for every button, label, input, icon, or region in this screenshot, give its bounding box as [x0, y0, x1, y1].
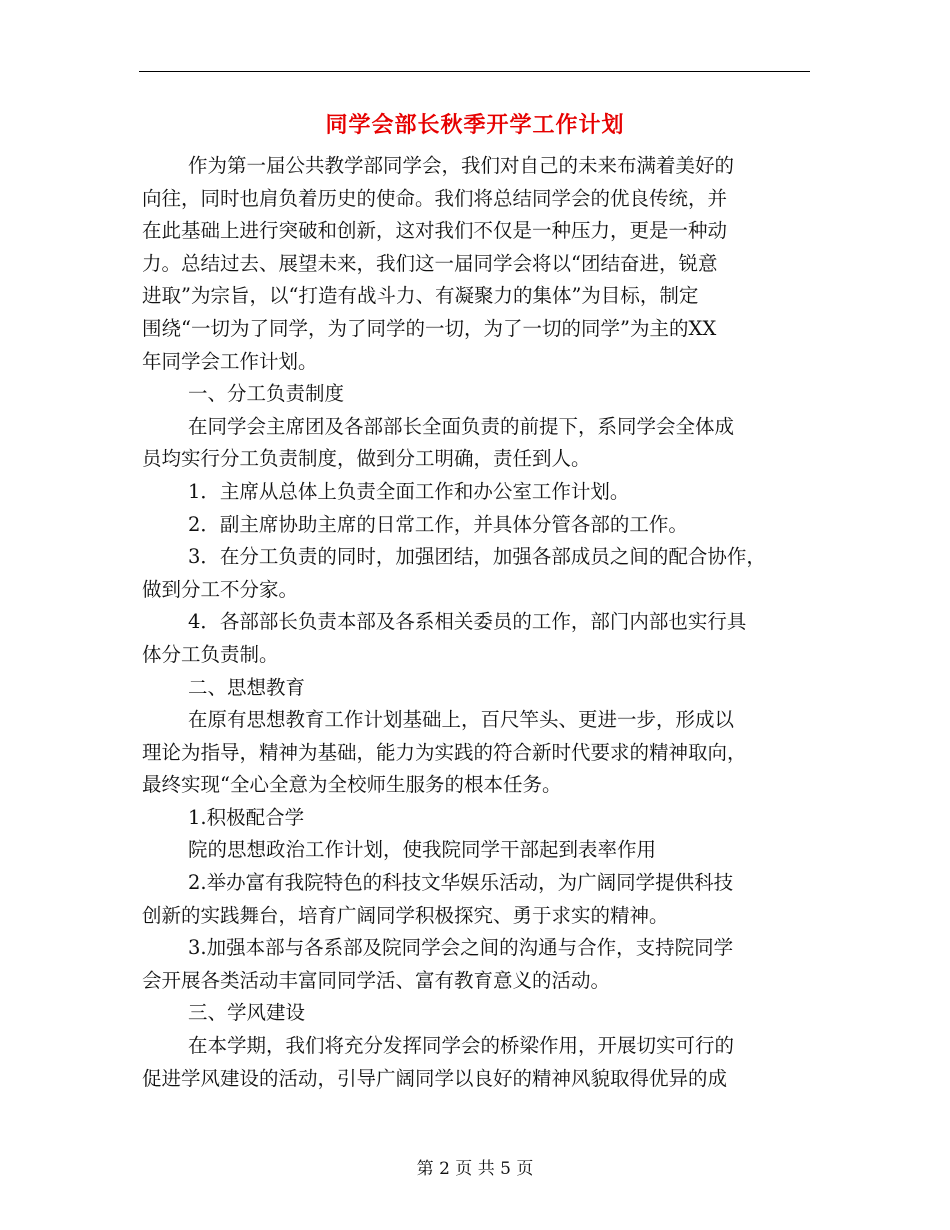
text-line: 一、分工负责制度 [188, 382, 345, 406]
text-line: 进取”为宗旨，以“打造有战斗力、有凝聚力的集体”为目标，制定 [142, 284, 699, 308]
text-line: 创新的实践舞台，培育广阔同学积极探究、勇于求实的精神。 [142, 903, 669, 927]
text-line: 做到分工不分家。 [142, 577, 299, 601]
text-line: 二、思想教育 [188, 675, 306, 699]
text-line: 4．各部部长负责本部及各系相关委员的工作，部门内部也实行具 [188, 610, 747, 634]
text-line: 理论为指导，精神为基础，能力为实践的符合新时代要求的精神取向， [142, 740, 747, 764]
text-line: 在同学会主席团及各部部长全面负责的前提下，系同学会全体成 [188, 414, 735, 438]
text-line: 2.举办富有我院特色的科技文华娱乐活动，为广阔同学提供科技 [188, 871, 734, 895]
text-line: 3.加强本部与各系部及院同学会之间的沟通与合作，支持院同学 [188, 936, 734, 960]
text-line: 2．副主席协助主席的日常工作，并具体分管各部的工作。 [188, 512, 688, 536]
text-line: 力。总结过去、展望未来，我们这一届同学会将以“团结奋进，锐意 [142, 251, 718, 275]
page-footer [0, 1154, 950, 1179]
text-line: 在原有思想教育工作计划基础上，百尺竿头、更进一步，形成以 [188, 708, 735, 732]
text-line: 作为第一届公共教学部同学会，我们对自己的未来布满着美好的 [188, 154, 735, 177]
text-line: 围绕“一切为了同学，为了同学的一切，为了一切的同学”为主的XX [142, 316, 717, 340]
text-line: 在此基础上进行突破和创新，这对我们不仅是一种压力，更是一种动 [142, 219, 728, 243]
text-line: 1.积极配合学 [188, 805, 305, 829]
text-line: 年同学会工作计划。 [142, 349, 318, 373]
text-line: 在本学期，我们将充分发挥同学会的桥梁作用，开展切实可行的 [188, 1034, 735, 1058]
text-line: 院的思想政治工作计划，使我院同学干部起到表率作用 [188, 838, 657, 862]
header-rule [139, 71, 810, 72]
text-line: 促进学风建设的活动，引导广阔同学以良好的精神风貌取得优异的成 [142, 1066, 728, 1090]
text-line: 员均实行分工负责制度，做到分工明确，责任到人。 [142, 447, 591, 471]
page-number: 第 2 页 共 5 页 [416, 1159, 534, 1179]
text-line: 1．主席从总体上负责全面工作和办公室工作计划。 [188, 479, 630, 503]
text-line: 3．在分工负责的同时，加强团结，加强各部成员之间的配合协作， [188, 545, 766, 569]
text-line: 会开展各类活动丰富同同学活、富有教育意义的活动。 [142, 968, 611, 992]
document-body [142, 150, 822, 1095]
text-line: 三、学风建设 [188, 1001, 306, 1025]
text-line: 向往，同时也肩负着历史的使命。我们将总结同学会的优良传统，并 [142, 186, 728, 210]
document-title: 同学会部长秋季开学工作计划 [325, 112, 625, 138]
text-line: 最终实现“全心全意为全校师生服务的根本任务。 [142, 773, 562, 797]
text-line: 体分工负责制。 [142, 642, 279, 666]
